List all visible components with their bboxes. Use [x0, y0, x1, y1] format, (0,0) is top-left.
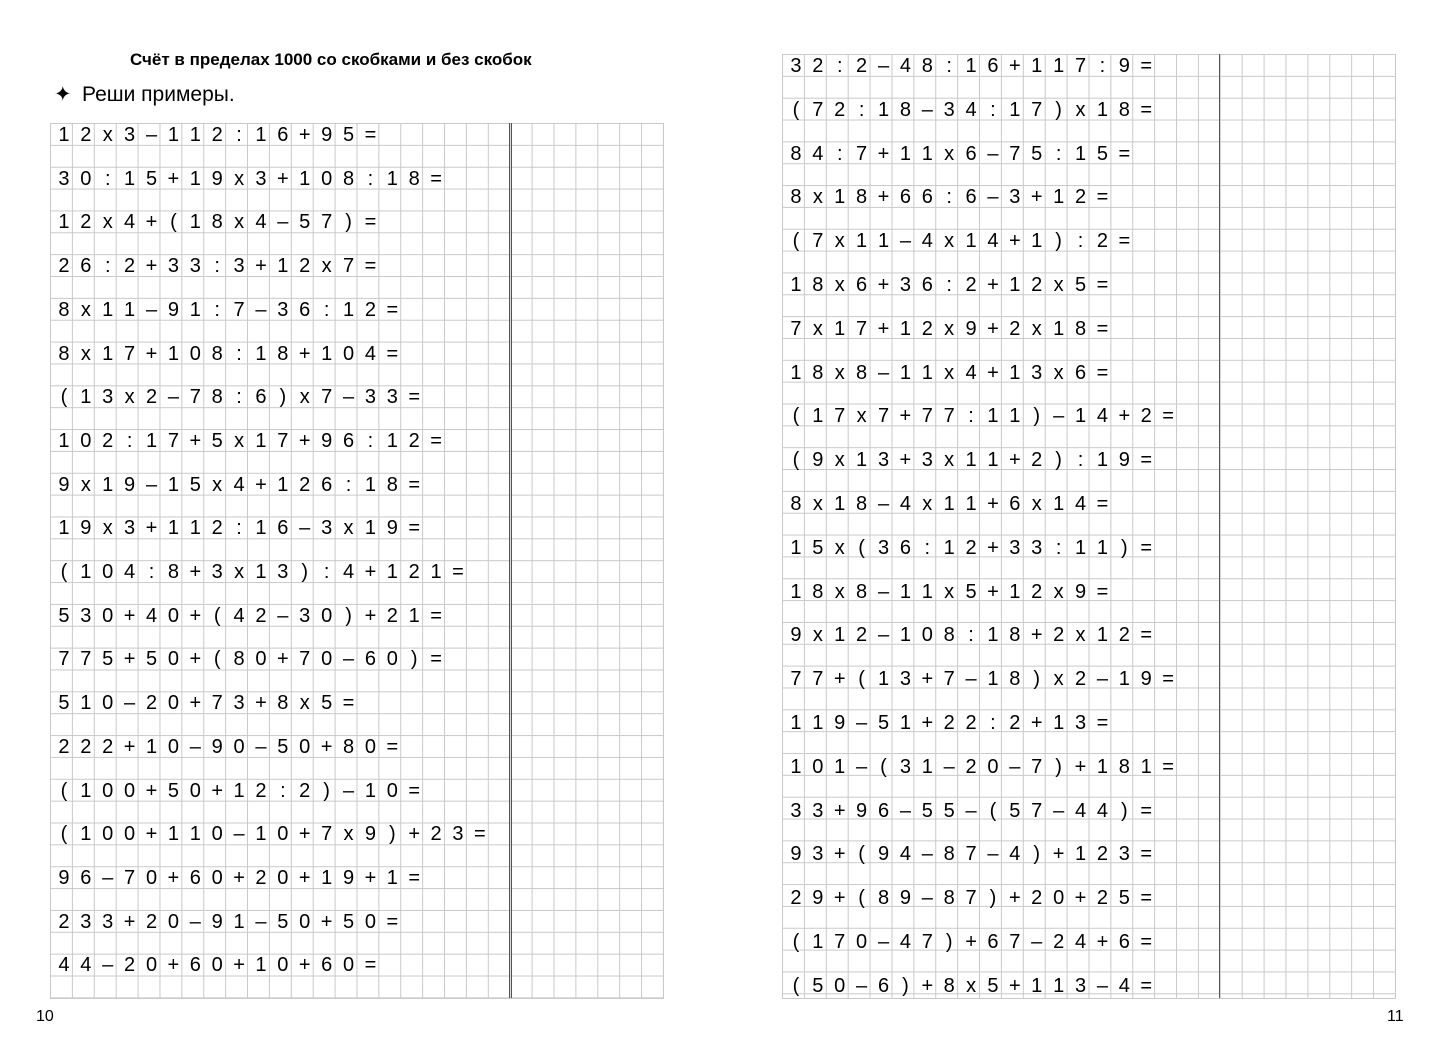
example-row: 8 х 1 8 + 6 6 : 6 – 3 + 1 2 =	[790, 186, 1109, 209]
grid-paper-left	[50, 123, 664, 999]
example-row: 9 6 – 7 0 + 6 0 + 2 0 + 1 9 + 1 =	[58, 866, 421, 889]
example-row: 1 2 х 4 + ( 1 8 х 4 – 5 7 ) =	[58, 211, 377, 234]
example-row: 2 2 2 + 1 0 – 9 0 – 5 0 + 8 0 =	[58, 735, 399, 758]
example-row: 7 7 + ( 1 3 + 7 – 1 8 ) х 2 – 1 9 =	[790, 668, 1174, 691]
example-row: 8 4 : 7 + 1 1 х 6 – 7 5 : 1 5 =	[790, 142, 1131, 165]
example-row: ( 1 0 0 + 5 0 + 1 2 : 2 ) – 1 0 =	[60, 779, 421, 802]
example-row: 8 х 1 1 – 9 1 : 7 – 3 6 : 1 2 =	[58, 298, 399, 321]
example-row: 9 х 1 2 – 1 0 8 : 1 8 + 2 х 1 2 =	[790, 624, 1153, 647]
grid-paper-right	[782, 54, 1396, 999]
example-row: 1 2 х 3 – 1 1 2 : 1 6 + 9 5 =	[58, 124, 377, 146]
left-page	[0, 0, 720, 1051]
right-page	[722, 0, 1445, 1051]
example-row: 1 1 9 – 5 1 + 2 2 : 2 + 1 3 =	[790, 712, 1109, 734]
example-row: 2 3 3 + 2 0 – 9 1 – 5 0 + 5 0 =	[58, 910, 399, 933]
example-row: 9 3 + ( 9 4 – 8 7 – 4 ) + 1 2 3 =	[790, 843, 1153, 866]
margin-line	[509, 123, 510, 998]
margin-line	[1219, 54, 1220, 998]
instruction-text: Реши примеры.	[82, 83, 235, 106]
example-row: ( 1 0 4 : 8 + 3 х 1 3 ) : 4 + 1 2 1 =	[60, 561, 464, 583]
example-row: ( 9 х 1 3 + 3 х 1 1 + 2 ) : 1 9 =	[792, 449, 1153, 472]
example-row: ( 5 0 – 6 ) + 8 х 5 + 1 1 3 – 4 =	[792, 974, 1153, 997]
example-row: 1 0 2 : 1 7 + 5 х 1 7 + 9 6 : 1 2 =	[58, 429, 442, 452]
example-row: 2 6 : 2 + 3 3 : 3 + 1 2 х 7 =	[58, 255, 377, 278]
example-row: 1 5 х ( 3 6 : 1 2 + 3 3 : 1 1 ) =	[790, 536, 1153, 559]
example-row: 3 2 : 2 – 4 8 : 1 6 + 1 1 7 : 9 =	[790, 55, 1153, 77]
example-row: ( 1 7 х 7 + 7 7 : 1 1 ) – 1 4 + 2 =	[792, 405, 1174, 428]
example-row: 9 х 1 9 – 1 5 х 4 + 1 2 6 : 1 8 =	[58, 473, 421, 496]
page-title: Счёт в пределах 1000 со скобками и без скобок	[130, 50, 532, 69]
example-row: 1 8 х 6 + 3 6 : 2 + 1 2 х 5 =	[790, 274, 1109, 296]
example-row: 8 х 1 7 + 1 0 8 : 1 8 + 1 0 4 =	[58, 342, 399, 365]
example-row: 1 8 х 8 – 1 1 х 4 + 1 3 х 6 =	[790, 361, 1109, 384]
page-number-left: 10	[36, 1008, 54, 1025]
example-row: ( 1 3 х 2 – 7 8 : 6 ) х 7 – 3 3 =	[60, 386, 421, 409]
margin-line	[511, 123, 512, 998]
example-row: 4 4 – 2 0 + 6 0 + 1 0 + 6 0 =	[58, 954, 377, 977]
example-row: 5 3 0 + 4 0 + ( 4 2 – 3 0 ) + 2 1 =	[58, 604, 442, 627]
example-row: 3 0 : 1 5 + 1 9 х 3 + 1 0 8 : 1 8 =	[58, 167, 442, 190]
example-row: 1 8 х 8 – 1 1 х 5 + 1 2 х 9 =	[790, 580, 1109, 603]
instruction	[54, 82, 235, 107]
example-row: 7 х 1 7 + 1 2 х 9 + 2 х 1 8 =	[790, 317, 1109, 340]
example-row: 5 1 0 – 2 0 + 7 3 + 8 х 5 =	[58, 692, 355, 715]
example-row: 3 3 + 9 6 – 5 5 – ( 5 7 – 4 4 ) =	[790, 799, 1153, 822]
example-row: ( 1 7 0 – 4 7 ) + 6 7 – 2 4 + 6 =	[792, 931, 1153, 953]
example-row: 1 0 1 – ( 3 1 – 2 0 – 7 ) + 1 8 1 =	[790, 755, 1174, 778]
example-row: ( 7 2 : 1 8 – 3 4 : 1 7 ) х 1 8 =	[792, 98, 1153, 121]
example-row: 2 9 + ( 8 9 – 8 7 ) + 2 0 + 2 5 =	[790, 887, 1153, 910]
example-row: 1 9 х 3 + 1 1 2 : 1 6 – 3 х 1 9 =	[58, 517, 421, 540]
example-row: ( 7 х 1 1 – 4 х 1 4 + 1 ) : 2 =	[792, 230, 1131, 253]
star-icon: ✦	[54, 83, 72, 106]
example-row: 8 х 1 8 – 4 х 1 1 + 6 х 1 4 =	[790, 493, 1109, 515]
example-row: ( 1 0 0 + 1 1 0 – 1 0 + 7 х 9 ) + 2 3 =	[60, 823, 486, 846]
page-number-right: 11	[1387, 1008, 1404, 1025]
example-row: 7 7 5 + 5 0 + ( 8 0 + 7 0 – 6 0 ) =	[58, 648, 442, 671]
